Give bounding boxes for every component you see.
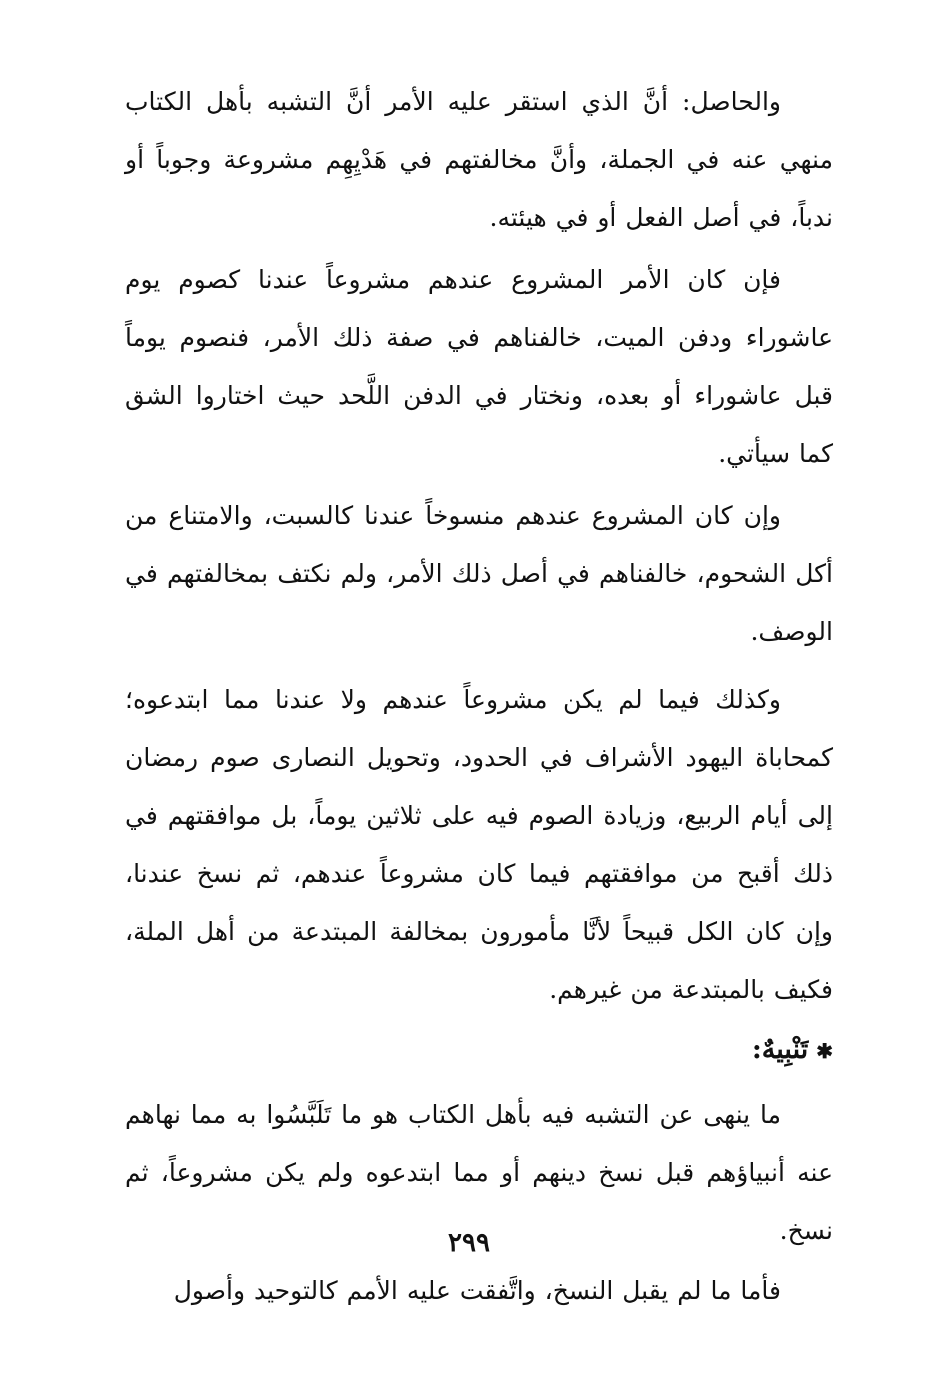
section-heading (125, 1021, 833, 1080)
page-number: ٢٩٩ (448, 1228, 490, 1258)
paragraph-non-abrogable: فأما ما لم يقبل النسخ، واتَّفقت عليه الأمم كالتوحيد وأصول (173, 1276, 781, 1305)
section-heading-label: تَنْبِيهٌ: (751, 1034, 809, 1065)
paragraph-prohibited-imitation: ما ينهى عن التشبه فيه بأهل الكتاب هو ما تَلَبَّسُوا به مما نهاهم عنه أنبياؤهم قبل نسخ دينهم أو مما ابتدعوه ولم يكن مشروعاً، ثم نسخ. (125, 1100, 833, 1245)
paragraph-abrogated: وإن كان المشروع عندهم منسوخاً عندنا كالسبت، والامتناع من أكل الشحوم، خالفناهم في أصل ذلك الأمر، ولم نكتف بمخالفتهم في الوصف. (125, 501, 833, 646)
paragraph-conclusion: والحاصل: أنَّ الذي استقر عليه الأمر أنَّ التشبه بأهل الكتاب منهي عنه في الجملة، وأنَّ مخالفتهم في هَدْيِهِم مشروعة وجوباً أو ندباً، في أصل الفعل أو في هيئته. (125, 87, 833, 232)
paragraph-ashura: فإن كان الأمر المشروع عندهم مشروعاً عندنا كصوم يوم عاشوراء ودفن الميت، خالفناهم في صفة ذلك الأمر، فنصوم يوماً قبل عاشوراء أو بعده، ونختار في الدفن اللَّحد حيث اختاروا الشق كما سيأتي. (125, 265, 833, 468)
asterisk-icon: ✱ (816, 1039, 833, 1063)
main-text-block (125, 73, 833, 1320)
paragraph-innovations: وكذلك فيما لم يكن مشروعاً عندهم ولا عندنا مما ابتدعوه؛ كمحاباة اليهود الأشراف في الحدود، وتحويل النصارى صوم رمضان إلى أيام الربيع، وزيادة الصوم فيه على ثلاثين يوماً، بل موافقتهم في ذلك أقبح من موافقتهم فيما كان مشروعاً عندهم، ثم نسخ عندنا، وإن كان الكل قبيحاً لأنَّا مأمورون بمخالفة المبتدعة من أهل الملة، فكيف بالمبتدعة من غيرهم. (125, 685, 833, 1004)
